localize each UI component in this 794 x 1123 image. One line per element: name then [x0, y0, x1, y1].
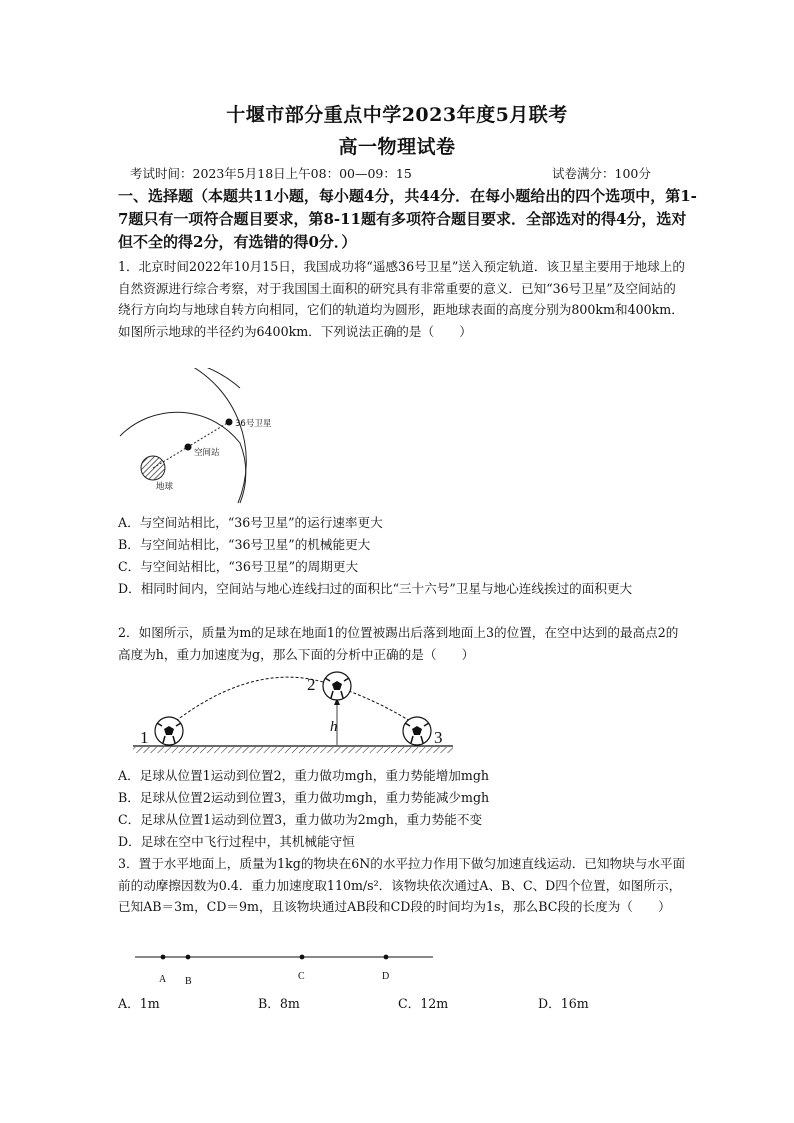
q3-option-d: D．16m — [538, 996, 589, 1011]
point-a-label: A — [159, 974, 167, 985]
point-c-label: C — [298, 971, 305, 982]
q2-option-c: C．足球从位置1运动到位置3，重力做功为2mgh，重力势能不变 — [118, 812, 483, 827]
football-icon-1 — [155, 717, 183, 745]
exam-title: 十堰市部分重点中学2023年度5月联考 — [226, 104, 568, 126]
q2-football-figure — [118, 665, 458, 760]
space-station-icon — [185, 444, 192, 451]
pos-3-label: 3 — [434, 728, 443, 747]
pos-1-label: 1 — [140, 728, 149, 747]
pos-2-label: 2 — [307, 675, 316, 694]
q1-option-c: C．与空间站相比，“36号卫星”的周期更大 — [118, 559, 359, 574]
point-b-icon — [186, 955, 191, 960]
point-d-icon — [384, 955, 389, 960]
football-icon-3 — [403, 717, 431, 745]
height-label: h — [330, 719, 338, 735]
q3-option-b: B．8m — [258, 996, 300, 1011]
q2-stem: 2．如图所示，质量为m的足球在地面1的位置被踢出后落到地面上3的位置，在空中达到的最高点2的高度为h，重力加速度为g，那么下面的分析中正确的是（ ） — [118, 625, 679, 662]
point-d-label: D — [382, 971, 390, 982]
q2-option-d: D．足球在空中飞行过程中，其机械能守恒 — [118, 834, 355, 849]
q3-option-a: A．1m — [118, 996, 160, 1011]
point-c-icon — [300, 955, 305, 960]
section-heading: 一、选择题（本题共11小题，每小题4分，共44分．在每小题给出的四个选项中，第1-7题只有一项符合题目要求，第8-11题有多项符合题目要求．全部选对的得4分，选对但不全的得2分，有选错的得0分．） — [118, 187, 697, 251]
exam-time: 考试时间：2023年5月18日上午08：00—09：15 — [130, 166, 412, 181]
full-score: 试卷满分：100分 — [552, 166, 651, 181]
q1-option-a: A．与空间站相比，“36号卫星”的运行速率更大 — [118, 515, 383, 530]
q1-option-b: B．与空间站相比，“36号卫星”的机械能更大 — [118, 537, 371, 552]
q3-line-figure — [130, 945, 440, 990]
q2-option-b: B．足球从位置2运动到位置3，重力做功mgh，重力势能减少mgh — [118, 790, 490, 805]
station-label: 空间站 — [194, 448, 220, 458]
q3-option-c: C．12m — [398, 996, 449, 1011]
point-b-label: B — [185, 976, 192, 987]
point-a-icon — [161, 955, 166, 960]
q1-orbit-figure — [118, 368, 288, 508]
q1-option-d: D．相同时间内，空间站与地心连线扫过的面积比“三十六号”卫星与地心连线挨过的面积更大 — [118, 581, 633, 596]
q1-stem: 1．北京时间2022年10月15日，我国成功将“遥感36号卫星”送入预定轨道．该卫星主要用于地球上的自然资源进行综合考察，对于我国国土面积的研究具有非常重要的意义．已知“36号卫星”及空间站的绕行方向均与地球自转方向相同，它们的轨道均为圆形，距地球表面的高度分别为800km和400km．如图所示地球的半径约为6400km．下列说法正确的是（ ） — [118, 259, 685, 339]
satellite-icon — [226, 419, 233, 426]
football-icon-2 — [323, 672, 351, 700]
q2-option-a: A．足球从位置1运动到位置2，重力做功mgh，重力势能增加mgh — [118, 768, 490, 783]
q3-stem: 3．置于水平地面上，质量为1kg的物块在6N的水平拉力作用下做匀加速直线运动．已知物块与水平面前的动摩擦因数为0.4．重力加速度取110m/s²．该物块依次通过A、B、C、D四个位置，如图所示，已知AB＝3m，CD＝9m，且该物块通过AB段和CD段的时间均为1s，那么BC段的长度为（ ） — [118, 856, 686, 914]
q3-options — [0, 993, 794, 1017]
satellite-label: 36号卫星 — [235, 419, 272, 429]
earth-label: 地球 — [156, 482, 174, 492]
exam-subtitle: 高一物理试卷 — [338, 136, 456, 158]
